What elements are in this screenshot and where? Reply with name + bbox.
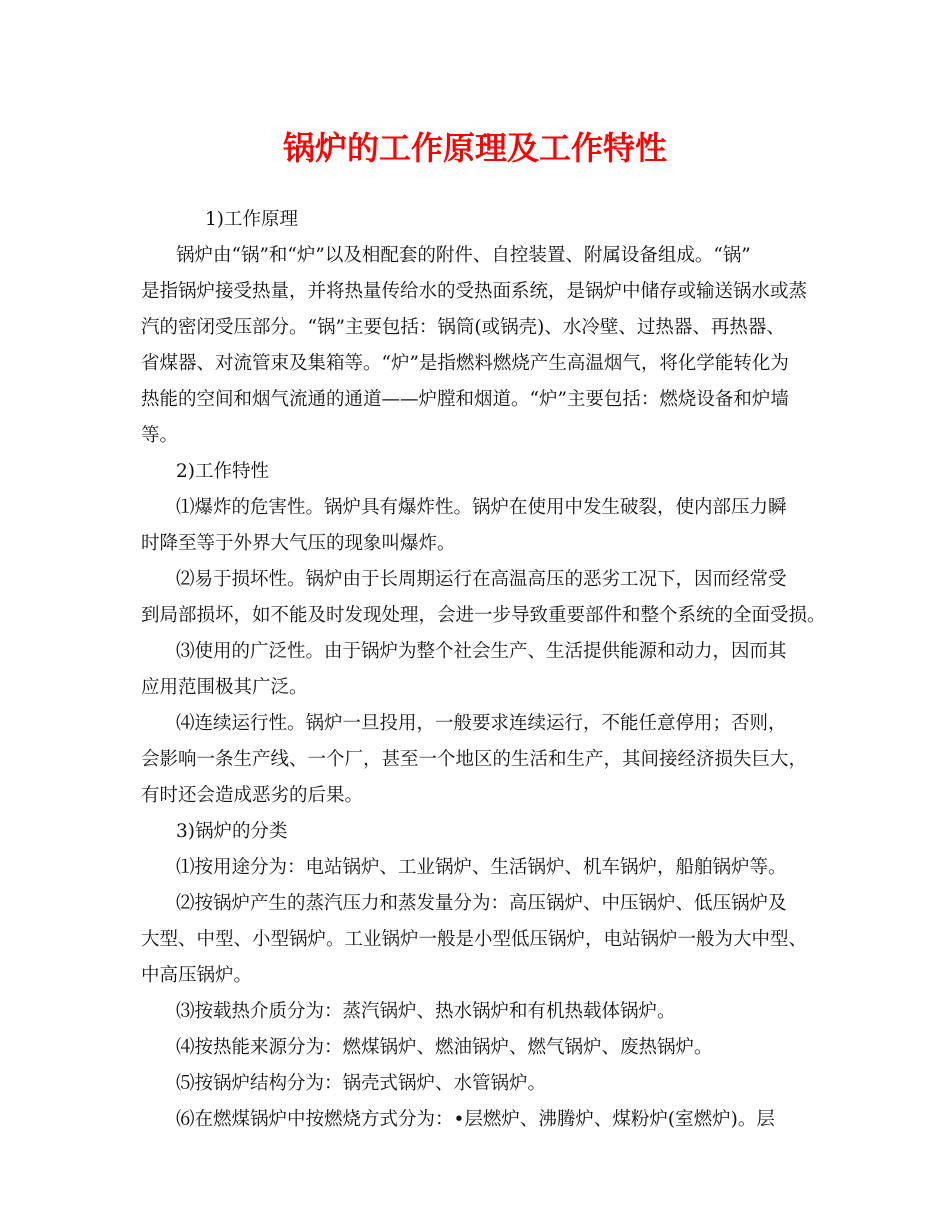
paragraph-line: ⑵按锅炉产生的蒸汽压力和蒸发量分为：高压锅炉、中压锅炉、低压锅炉及 xyxy=(176,893,787,914)
section-heading-working-principle: 1)工作原理 xyxy=(205,209,298,230)
paragraph-line: ⑷连续运行性。锅炉一旦投用，一般要求连续运行，不能任意停用；否则， xyxy=(176,713,787,734)
section-heading-working-characteristics: 2)工作特性 xyxy=(176,461,269,482)
paragraph-line: 省煤器、对流管束及集箱等。“炉”是指燃料燃烧产生高温烟气，将化学能转化为 xyxy=(141,353,789,374)
paragraph-line: ⑶使用的广泛性。由于锅炉为整个社会生产、生活提供能源和动力，因而其 xyxy=(176,641,787,662)
paragraph-line: 到局部损坏，如不能及时发现处理，会进一步导致重要部件和整个系统的全面受损。 xyxy=(141,605,826,626)
paragraph-line: 会影响一条生产线、一个厂，甚至一个地区的生活和生产，其间接经济损失巨大， xyxy=(141,749,808,770)
paragraph-line: 应用范围极其广泛。 xyxy=(141,677,308,698)
document-title: 锅炉的工作原理及工作特性 xyxy=(282,129,667,167)
paragraph-line: 汽的密闭受压部分。“锅”主要包括：锅筒(或锅壳)、水冷壁、过热器、再热器、 xyxy=(141,317,785,338)
paragraph-line: 时降至等于外界大气压的现象叫爆炸。 xyxy=(141,533,456,554)
paragraph-line: 有时还会造成恶劣的后果。 xyxy=(141,785,364,806)
paragraph-line: ⑷按热能来源分为：燃煤锅炉、燃油锅炉、燃气锅炉、废热锅炉。 xyxy=(176,1037,713,1058)
paragraph-line: 是指锅炉接受热量，并将热量传给水的受热面系统，是锅炉中储存或输送锅水或蒸 xyxy=(141,281,808,302)
paragraph-line: 锅炉由“锅”和“炉”以及相配套的附件、自控装置、附属设备组成。“锅” xyxy=(176,245,751,266)
paragraph-line: ⑴按用途分为：电站锅炉、工业锅炉、生活锅炉、机车锅炉，船舶锅炉等。 xyxy=(176,857,787,878)
paragraph-line: ⑹在燃煤锅炉中按燃烧方式分为：•层燃炉、沸腾炉、煤粉炉(室燃炉)。层 xyxy=(176,1109,775,1130)
paragraph-line: ⑴爆炸的危害性。锅炉具有爆炸性。锅炉在使用中发生破裂，使内部压力瞬 xyxy=(176,497,787,518)
paragraph-line: ⑶按载热介质分为：蒸汽锅炉、热水锅炉和有机热载体锅炉。 xyxy=(176,1001,676,1022)
paragraph-line: 热能的空间和烟气流通的通道——炉膛和烟道。“炉”主要包括：燃烧设备和炉墙 xyxy=(141,389,789,410)
paragraph-line: 中高压锅炉。 xyxy=(141,965,253,986)
paragraph-line: ⑸按锅炉结构分为：锅壳式锅炉、水管锅炉。 xyxy=(176,1073,547,1094)
paragraph-line: 大型、中型、小型锅炉。工业锅炉一般是小型低压锅炉，电站锅炉一般为大中型、 xyxy=(141,929,808,950)
paragraph-line: ⑵易于损坏性。锅炉由于长周期运行在高温高压的恶劣工况下，因而经常受 xyxy=(176,569,787,590)
section-heading-classification: 3)锅炉的分类 xyxy=(176,821,288,842)
paragraph-line: 等。 xyxy=(141,425,179,446)
